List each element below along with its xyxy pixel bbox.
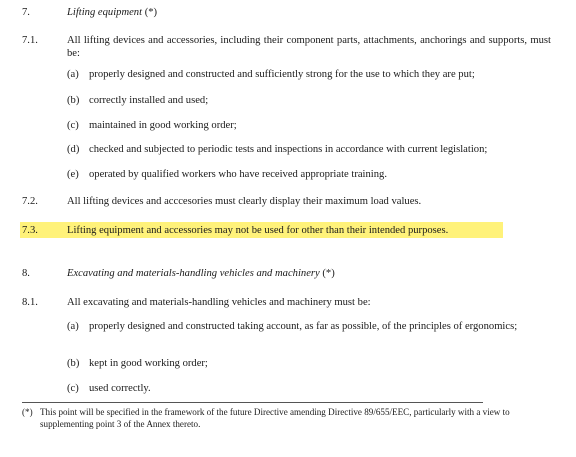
sub-label: (e) bbox=[67, 169, 79, 180]
footnote-mark: (*) bbox=[22, 407, 33, 417]
clause-number: 7.3. bbox=[22, 225, 38, 236]
footnote bbox=[22, 406, 552, 430]
sub-label: (a) bbox=[67, 321, 79, 332]
section-title: Lifting equipment (*) bbox=[67, 7, 158, 18]
sub-label: (b) bbox=[67, 358, 80, 369]
sub-label: (d) bbox=[67, 144, 80, 155]
sub-label: (c) bbox=[67, 120, 79, 131]
section-number: 8. bbox=[22, 268, 30, 279]
sub-label: (c) bbox=[67, 383, 79, 394]
clause-text: All lifting devices and accessories, including their component parts, attachments, anchorings and supports, must be: bbox=[67, 35, 551, 59]
sub-text: used correctly. bbox=[89, 383, 151, 394]
sub-text: maintained in good working order; bbox=[89, 120, 237, 131]
sub-label: (b) bbox=[67, 95, 80, 106]
sub-text: correctly installed and used; bbox=[89, 95, 209, 106]
clause-number: 7.1. bbox=[22, 35, 38, 46]
section-title: Excavating and materials-handling vehicles and machinery (*) bbox=[67, 268, 335, 279]
sub-text: kept in good working order; bbox=[89, 358, 208, 369]
clause-number: 8.1. bbox=[22, 297, 38, 308]
footnote-text: This point will be specified in the framework of the future Directive amending Directive 89/655/EEC, particularly with a view to supplementing point 3 of the Annex thereto. bbox=[40, 407, 510, 429]
clause-number: 7.2. bbox=[22, 196, 38, 207]
sub-label: (a) bbox=[67, 69, 79, 80]
section-number: 7. bbox=[22, 7, 30, 18]
footnote-rule bbox=[22, 402, 483, 403]
sub-text: checked and subjected to periodic tests and inspections in accordance with current legislation; bbox=[89, 144, 488, 155]
clause-text: All lifting devices and acccesories must clearly display their maximum load values. bbox=[67, 196, 422, 207]
sub-text: properly designed and constructed taking account, as far as possible, of the principles of ergonomics; bbox=[89, 321, 518, 332]
sub-text: properly designed and constructed and sufficiently strong for the use to which they are put; bbox=[89, 69, 475, 80]
clause-text: All excavating and materials-handling vehicles and machinery must be: bbox=[67, 297, 371, 308]
sub-text: operated by qualified workers who have received appropriate training. bbox=[89, 169, 387, 180]
clause-text: Lifting equipment and accessories may not be used for other than their intended purposes. bbox=[67, 225, 449, 236]
